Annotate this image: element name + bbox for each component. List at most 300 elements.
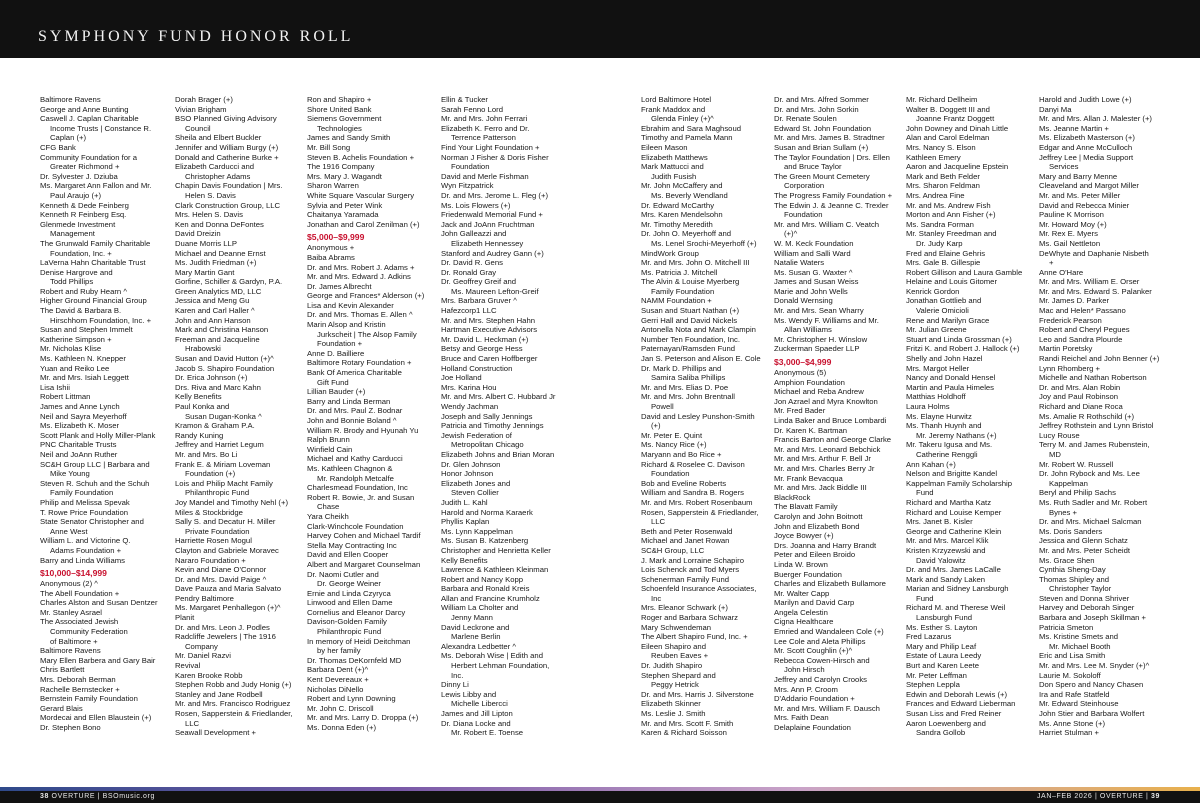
donor-entry: Cynthia Sheng-Day [1039,565,1106,575]
donor-entry: MD [1049,449,1061,459]
donor-entry: Chris Bartlett [40,665,85,675]
donor-entry: Philip and Melissa Spevak [40,497,130,507]
donor-entry: George and Anne Bunting [40,104,129,114]
donor-entry: Mark and Sandy Laken [906,574,986,584]
donor-entry: Mrs. Sharon Feldman [906,181,980,191]
donor-entry: Robert Littman [40,392,91,402]
donor-entry: Stephen Robb and Judy Honig (+) [175,680,292,690]
donor-entry: Elizabeth Jones and [441,478,511,488]
donor-entry: Joyce Bowyer (+) [774,531,834,541]
donor-entry: Dr. David R. Gens [441,258,503,268]
donor-entry: Mr. Nicholas Klise [40,344,102,354]
donor-entry: Ms. Grace Shen [1039,555,1095,565]
donor-entry: Jan S. Peterson and Alison E. Cole [641,354,761,364]
donor-entry: Services [1049,162,1079,172]
donor-entry: Joanne Frantz Doggett [916,114,995,124]
donor-entry: Mac and Helen* Passano [1039,306,1126,316]
donor-entry: Mark and Christina Hanson [175,325,269,335]
donor-entry: Francis Barton and George Clarke [774,435,892,445]
donor-entry: Elizabeth Carducci and [175,162,255,172]
donor-entry: Neil and Sayra Meyerhoff [40,411,127,421]
donor-entry: Mary and Barry Menne [1039,171,1118,181]
footer-left [40,793,155,800]
donor-entry: George and Catherine Klein [906,526,1002,536]
donor-entry: Stephen Shepard and [641,670,716,680]
donor-entry: Dr. John Rybock and Ms. Lee [1039,469,1140,479]
donor-entry: Richard and Louise Kemper [906,507,1002,517]
donor-entry: Wyn Fitzpatrick [441,181,494,191]
donor-entry: Mr. Richard Dellheim [906,95,978,104]
donor-entry: Mary Martin Gant [175,267,235,277]
donor-entry: Pendry Baltimore [175,593,234,603]
donor-entry: Foundation + [317,339,363,349]
donor-entry: Lawrence & Kathleen Kleinman [441,565,549,575]
donor-entry: Marlene Berlin [451,632,501,642]
donor-entry: Mr. Robert E. Toense [451,728,524,738]
donor-entry: Hafezcorp1 LLC [441,306,497,316]
donor-entry: Mrs. Karen Mendelsohn [641,210,723,220]
donor-entry: Mr. and Mrs. John Brentnall [641,392,735,402]
donor-entry: Drs. Joanna and Harry Brandt [774,540,877,550]
donor-entry: Donald and Catherine Burke + [175,152,279,162]
donor-entry: Mrs. Gale B. Gillespie [906,258,981,268]
donor-entry: Michelle Libercci [451,699,508,709]
donor-entry: Jessica and Glenn Schatz [1039,536,1128,546]
donor-entry: John Galleazzi and [441,229,507,239]
donor-entry: Randi Reichel and John Benner (+) [1039,354,1160,364]
donor-entry: Susan Dugan-Konka ^ [185,411,262,421]
donor-entry: Vivian Brigham [175,104,227,114]
donor-entry: Thomas Shipley and [1039,574,1110,584]
donor-entry: Dr. and Mrs. Thomas E. Allen ^ [307,310,413,320]
donor-entry: Revival [175,661,201,671]
donor-entry: Ms. Leslie J. Smith [641,709,706,718]
donor-column-8 [1039,95,1167,738]
donor-entry: Stanley and Jane Rodbell [175,689,263,699]
donor-entry: Find Your Light Foundation + [441,142,540,152]
donor-entry: Karen Brooke Robb [175,670,243,680]
donor-entry: Bynes + [1049,507,1077,517]
donor-entry: Miles & Stockbridge [175,507,243,517]
donor-column-6 [774,95,902,733]
donor-entry: Michael and Kathy Carducci [307,454,403,464]
donor-entry: Dave Pauza and Maria Salvato [175,584,281,594]
donor-entry: Radcliffe Jewelers | The 1916 [175,632,276,642]
donor-entry: Inc. [451,670,464,680]
donor-entry: Foundation, Inc. + [50,248,112,258]
donor-entry: James and Sandy Smith [307,133,391,143]
donor-entry: Mr. Peter E. Quint [641,430,703,440]
donor-entry: Dr. Mark D. Phillips and [641,363,722,373]
donor-entry: Jack and JoAnn Fruchtman [441,219,535,229]
donor-entry: Paul Konka and [175,402,230,411]
donor-entry: Steven and Donna Shriver [1039,593,1130,603]
donor-entry: Caplan (+) [50,133,87,143]
donor-entry: Mr. and Mrs. William F. Dausch [774,703,880,713]
donor-entry: Mr. and Mrs. Stephen Hahn [441,315,536,325]
donor-entry: Mr. John C. Driscoll [307,703,374,713]
donor-entry: Mrs. Helen S. Davis [175,210,243,220]
donor-entry: Planit [175,613,195,623]
donor-entry: Dr. George Weiner [317,579,381,589]
donor-column-3 [307,95,435,733]
donor-entry: Schoenfeld Insurance Associates, [641,584,757,594]
donor-entry: Ms. Lois Flowers (+) [441,200,511,210]
donor-entry: Ms. Esther S. Layton [906,622,978,632]
donor-entry: Walter B. Doggett III and [906,104,990,114]
donor-entry: Mary Ellen Barbera and Gary Bair [40,655,156,665]
donor-entry: Nancy and Donald Hensel [906,373,996,383]
donor-entry: Stella May Contracting Inc [307,540,397,550]
donor-entry: Mr. Rex E. Myers [1039,229,1098,239]
donor-entry: The Alvin & Louise Myerberg [641,277,740,287]
donor-entry: Ms. Maureen Lefton-Greif [451,286,539,296]
donor-entry: Clark Construction Group, LLC [175,200,281,210]
donor-entry: Rachelle Bernstecker + [40,684,120,694]
donor-entry: Dinny Li [441,680,469,690]
donor-entry: Green Analytics MD, LLC [175,286,262,296]
donor-entry: Elizabeth Johns and Brian Moran [441,449,555,459]
donor-entry: Rosen, Sapperstein & Friedlander, [175,709,293,718]
donor-entry: David Yalowitz [916,555,966,565]
donor-entry: The Green Mount Cemetery [774,171,870,181]
donor-entry: Patricia and Timothy Jennings [441,421,544,431]
donor-entry: Mr. Daniel Razvi [175,651,231,661]
donor-entry: Dr. Edward McCarthy [641,200,715,210]
donor-entry: Paul Araujo (+) [50,190,102,200]
donor-entry: Mr. Frank Bevacqua [774,473,843,483]
donor-entry: Todd Phillips [50,277,94,287]
donor-entry: Mr. Takeru Igusa and Ms. [906,440,993,450]
donor-entry: Mr. Fred Bader [774,406,826,416]
donor-entry: Mordecai and Ellen Blaustein (+) [40,713,152,723]
donor-entry: Edward St. John Foundation [774,123,872,133]
donor-entry: Jenny Mann [451,613,493,623]
donor-entry: Council [185,123,211,133]
donor-entry: Catherine Renggli [916,449,978,459]
donor-entry: William L. and Victorine Q. [40,536,131,546]
donor-entry: LLC [185,718,200,728]
donor-entry: Bob and Eveline Roberts [641,478,727,488]
donor-entry: Ms. Lynn Kappelman [441,526,513,536]
donor-entry: LLC [651,517,666,527]
donor-entry: Mrs. Margot Heller [906,363,970,373]
donor-entry: Anonymous + [307,243,355,253]
donor-entry: Mr. and Mrs. Jack Biddle III [774,483,867,493]
donor-entry: Fred and Elaine Gehris [906,248,986,258]
donor-entry: Bernstein Family Foundation [40,694,138,704]
donor-entry: Jonathan Gottlieb and [906,296,982,306]
donor-entry: Ms. Deborah Wise | Edith and [441,651,543,661]
donor-entry: Mr. Randolph Metcalfe [317,473,394,483]
donor-entry: Gerri Hall and David Nickels [641,315,738,325]
donor-entry: Ms. Margaret Ann Fallon and Mr. [40,181,152,191]
donor-entry: Mr. and Mrs. James B. Stradtner [774,133,885,143]
donor-entry: Philanthropic Fund [317,627,382,637]
donor-entry: Jewish Federation of [441,430,512,440]
donor-entry: Marilyn and David Carp [774,598,855,608]
donor-entry: Mrs. Andrea Fine [906,190,965,200]
donor-entry: Harvey Cohen and Michael Tardif [307,531,421,541]
donor-entry: Karen and Carl Haller ^ [175,306,255,316]
donor-entry: Kevin and Diane O'Connor [175,565,267,575]
donor-entry: William and Salli Ward [774,248,851,258]
donor-entry: The 1916 Company [307,162,375,172]
donor-entry: Powell [651,402,674,411]
donor-entry: Ann Kahan (+) [906,459,956,469]
donor-entry: Dr. Karen K. Bartman [774,425,848,435]
donor-entry: Freeman and Jacqueline [175,334,260,344]
donor-entry: Elizabeth Skinner [641,699,701,709]
donor-entry: Steven Collier [451,488,499,498]
donor-entry: Michael and Janet Rowan [641,536,730,546]
donor-entry: Kramon & Graham P.A. [175,421,255,431]
donor-entry: Dr. James Albrecht [307,281,372,291]
donor-entry: BlackRock [774,492,811,502]
donor-entry: Joseph and Sally Jennings [441,411,533,421]
donor-entry: John Hirsch [784,665,825,675]
donor-entry: Reuben Eaves + [651,651,709,661]
donor-entry: Foundation [784,210,823,220]
donor-entry: The Albert Shapiro Fund, Inc. + [641,632,748,642]
donor-entry: Randy Kuning [175,430,224,440]
donor-entry: Seawall Development + [175,728,256,738]
donor-entry: Mr. Jeremy Nathans (+) [916,430,997,440]
donor-entry: Dr. and Mrs. John Sorkin [774,104,859,114]
donor-entry: Ellin & Tucker [441,95,488,104]
donor-entry: Scott Plank and Holly Miller-Plank [40,430,156,440]
donor-entry: Philanthropic Fund [185,488,250,498]
donor-entry: Corporation [784,181,825,191]
donor-entry: Mr. David L. Heckman (+) [441,334,529,344]
donor-entry: Ms. Doris Sanders [1039,526,1103,536]
donor-entry: Rene and Marilyn Grace [906,315,990,325]
donor-entry: Barbara Dent (+)^ [307,665,369,675]
donor-entry: Mr. Timothy Meredith [641,219,713,229]
donor-entry: Mr. and Mrs. Isiah Leggett [40,373,129,383]
donor-entry: Anonymous (2) ^ [40,579,98,589]
donor-entry: The Abell Foundation + [40,588,120,598]
donor-entry: Dr. Naomi Cutler and [307,569,379,579]
donor-entry: Linwood and Ellen Dame [307,598,393,608]
donor-entry: Mr. and Mrs. Arthur F. Bell Jr [774,454,871,464]
donor-entry: Karen & Richard Soisson [641,728,727,738]
donor-entry: Steven B. Achelis Foundation + [307,152,415,162]
donor-entry: Mary Schwendeman [641,622,712,632]
donor-entry: Mrs. Barbara Gruver ^ [441,296,517,306]
donor-entry: Harold and Judith Lowe (+) [1039,95,1132,104]
donor-entry: Yuan and Reiko Lee [40,363,110,373]
donor-entry: John Downey and Dinah Little [906,123,1009,133]
donor-entry: Jon Azrael and Myra Knowlton [774,396,878,406]
donor-entry: Wendy Jachman [441,402,499,411]
donor-entry: Mr. Peter Leffman [906,670,967,680]
donor-entry: Christopher Adams [185,171,251,181]
donor-entry: Hrabowski [185,344,221,354]
donor-entry: Ms. Wendy F. Williams and Mr. [774,315,879,325]
donor-column-4 [441,95,569,738]
donor-entry: NAMM Foundation + [641,296,712,306]
donor-entry: Estate of Laura Leedy [906,651,982,661]
donor-entry: Susan and Stephen Immelt [40,325,133,335]
donor-entry: Cigna Healthcare [774,617,834,627]
donor-entry: Gorfine, Schiller & Gardyn, P.A. [175,277,283,287]
donor-entry: Chase [317,502,340,512]
donor-entry: Marian and Sidney Lansburgh [906,584,1009,594]
donor-entry: Baltimore Rotary Foundation + [307,358,412,368]
donor-entry: Ms. Kathleen Chagnon & [307,463,393,473]
footer-bar [0,791,1200,803]
donor-entry: Terry M. and James Rubenstein, [1039,440,1150,450]
donor-entry: Delaplaine Foundation [774,723,851,732]
donor-entry: Joy and Paul Robinson [1039,392,1119,402]
gift-level-heading: $5,000–$9,999 [307,232,365,243]
donor-entry: Lord Baltimore Hotel [641,95,712,104]
donor-entry: Kristen Krzyzewski and [906,545,986,555]
donor-entry: Barbara and Ronald Kreis [441,584,530,594]
donor-entry: Ms. Anne Stone (+) [1039,718,1106,728]
donor-entry: Mr. and Mrs. William E. Orser [1039,277,1140,287]
donor-entry: Ms. Beverly Wendland [651,190,728,200]
donor-entry: Mr. and Mrs. Edward S. Palanker [1039,286,1152,296]
donor-entry: Samira Saliba Phillips [651,373,726,383]
donor-entry: Joe Holland [441,373,482,383]
donor-entry: Dr. and Mrs. Paul Z. Bodnar [307,406,403,416]
donor-entry: Ms. Gail Nettleton [1039,238,1101,248]
donor-entry: Community Federation [50,627,128,637]
donor-entry: W. M. Keck Foundation [774,238,854,248]
donor-entry: Hartman Executive Advisors [441,325,538,335]
donor-entry: James and Anne Lynch [40,402,120,411]
donor-entry: Kappelman [1049,478,1088,488]
donor-entry: Lisa Ishii [40,382,70,392]
donor-entry: Eric and Lisa Smith [1039,651,1106,661]
donor-entry: DeWhyte and Daphanie Nisbeth [1039,248,1149,258]
donor-entry: Dr. Stephen Bono [40,723,101,732]
donor-entry: T. Rowe Price Foundation [40,507,129,517]
donor-entry: Robert and Ruby Hearn ^ [40,286,127,296]
donor-entry: Anne West [50,526,88,536]
donor-entry: Cleaveland and Margot Miller [1039,181,1139,191]
donor-entry: BSO Planned Giving Advisory [175,114,277,124]
donor-entry: LaVerna Hahn Charitable Trust [40,258,146,268]
donor-entry: Dr. Geoffrey Greif and [441,277,517,287]
donor-entry: Buerger Foundation [774,569,842,579]
gift-level-heading: $10,000–$14,999 [40,568,107,579]
donor-column-5 [641,95,769,738]
footer-left-text: OVERTURE | BSOmusic.org [51,793,155,800]
donor-entry: Ebrahim and Sara Maghsoud [641,123,741,133]
donor-entry: Mike Young [50,469,90,479]
donor-entry: Dr. and Mrs. Michael Salcman [1039,517,1142,527]
donor-entry: Alexandra Ledbetter ^ [441,641,516,651]
donor-entry: Robert and Nancy Kopp [441,574,524,584]
donor-entry: Robert and Lynn Downing [307,694,396,704]
donor-entry: John and Elizabeth Bond [774,521,860,531]
donor-entry: Dr. and Mrs. David Paige ^ [175,574,267,584]
donor-entry: Mr. and Mrs. Scott F. Smith [641,718,734,728]
donor-entry: Frank E. & Miriam Loveman [175,459,271,469]
donor-entry: Mr. Bill Song [307,142,351,152]
donor-entry: Matthias Holdhoff [906,392,966,402]
donor-entry: Mr. and Ms. Andrew Fish [906,200,991,210]
donor-entry: George and Frances* Alderson (+) [307,291,425,301]
donor-entry: Honor Johnson [441,469,494,479]
donor-entry: Dr. and Mrs. Leon J. Podles [175,622,270,632]
donor-entry: Ms. Kristine Smets and [1039,632,1119,642]
donor-entry: The Associated Jewish [40,617,119,627]
donor-entry: Susan and Stuart Nathan (+) [641,306,740,316]
donor-entry: Aaron Loewenberg and [906,718,986,728]
donor-entry: Mr. Christopher H. Winslow [774,334,868,344]
donor-entry: David and Rebecca Minier [1039,200,1130,210]
donor-entry: The Taylor Foundation | Drs. Ellen [774,152,890,162]
donor-entry: Maryann and Bo Rice + [641,449,722,459]
donor-entry: by her family [317,646,361,656]
donor-entry: Michelle and Nathan Robertson [1039,373,1147,383]
donor-entry: James and Susan Weiss [774,277,859,287]
donor-entry: John and Bonnie Boland ^ [307,416,397,425]
donor-entry: Mr. and Mrs. Robert Rosenbaum [641,497,753,507]
donor-entry: Michael and Deanne Ernst [175,248,266,258]
donor-entry: Susan and Brian Sullam (+) [774,142,869,152]
donor-entry: Michael and Reba Andrew [774,387,864,397]
donor-entry: Joy Mandel and Timothy Nehl (+) [175,497,289,507]
donor-entry: MindWork Group [641,248,699,258]
donor-entry: Eileen Mason [641,142,688,152]
donor-entry: Harriette Rosen Mogul [175,536,252,546]
donor-entry: The Grunwald Family Charitable [40,238,151,248]
donor-entry: Mr. Stanley Freedman and [906,229,997,239]
donor-entry: Allan Williams [784,325,832,335]
donor-entry: Winfield Cain [307,444,353,454]
donor-entry: Friedenwald Memorial Fund + [441,210,543,220]
donor-entry: Mrs. Deborah Berman [40,675,116,685]
donor-entry: Mrs. Mary J. Wagandt [307,171,382,181]
donor-entry: Mr. and Mrs. John Ferrari [441,114,528,124]
donor-entry: Mr. and Mrs. Edward J. Adkins [307,272,411,282]
donor-entry: Mr. Edward Steinhouse [1039,699,1119,709]
donor-entry: Fund [916,488,934,498]
donor-entry: Stanford and Audrey Gann (+) [441,248,544,258]
donor-entry: Sally S. and Decatur H. Miller [175,517,276,527]
donor-entry: Income Trusts | Constance R. [50,123,152,133]
donor-entry: Ms. Amalie R Rothschild (+) [1039,411,1135,421]
donor-entry: Gerard Blais [40,703,83,713]
donor-entry: Mrs. Ann P. Croom [774,684,838,694]
donor-entry: Dr. and Mrs. James LaCalle [906,565,1001,575]
donor-entry: Foundation [651,469,690,479]
donor-entry: Shore United Bank [307,104,372,114]
donor-entry: Jeffrey and Harriet Legum [175,440,264,450]
donor-entry: Sharon Warren [307,181,359,191]
donor-entry: Mr. and Mrs. Lee M. Snyder (+)^ [1039,661,1150,671]
donor-entry: Cornelius and Eleanor Darcy [307,607,406,617]
page-number-left: 38 [40,793,49,800]
donor-entry: Ms. Margaret Penhallegon (+)^ [175,603,281,613]
donor-entry: Ms. Elizabeth K. Moser [40,421,120,431]
donor-entry: Harold and Norma Karaerk [441,507,533,517]
donor-entry: Kenrick Gordon [906,286,960,296]
donor-entry: Mr. and Ms. Peter Miller [1039,190,1121,200]
donor-entry: Drs. Riva and Marc Kahn [175,382,261,392]
donor-entry: Mr. and Mrs. Albert C. Hubbard Jr [441,392,556,402]
donor-entry: Ms. Elayne Hurwitz [906,411,972,421]
donor-entry: Gift Fund [317,377,349,387]
donor-entry: Stephen Leppla [906,680,960,690]
footer-right-text: JAN–FEB 2026 | OVERTURE | [1036,793,1149,800]
donor-entry: Kappelman Family Scholarship [906,478,1012,488]
